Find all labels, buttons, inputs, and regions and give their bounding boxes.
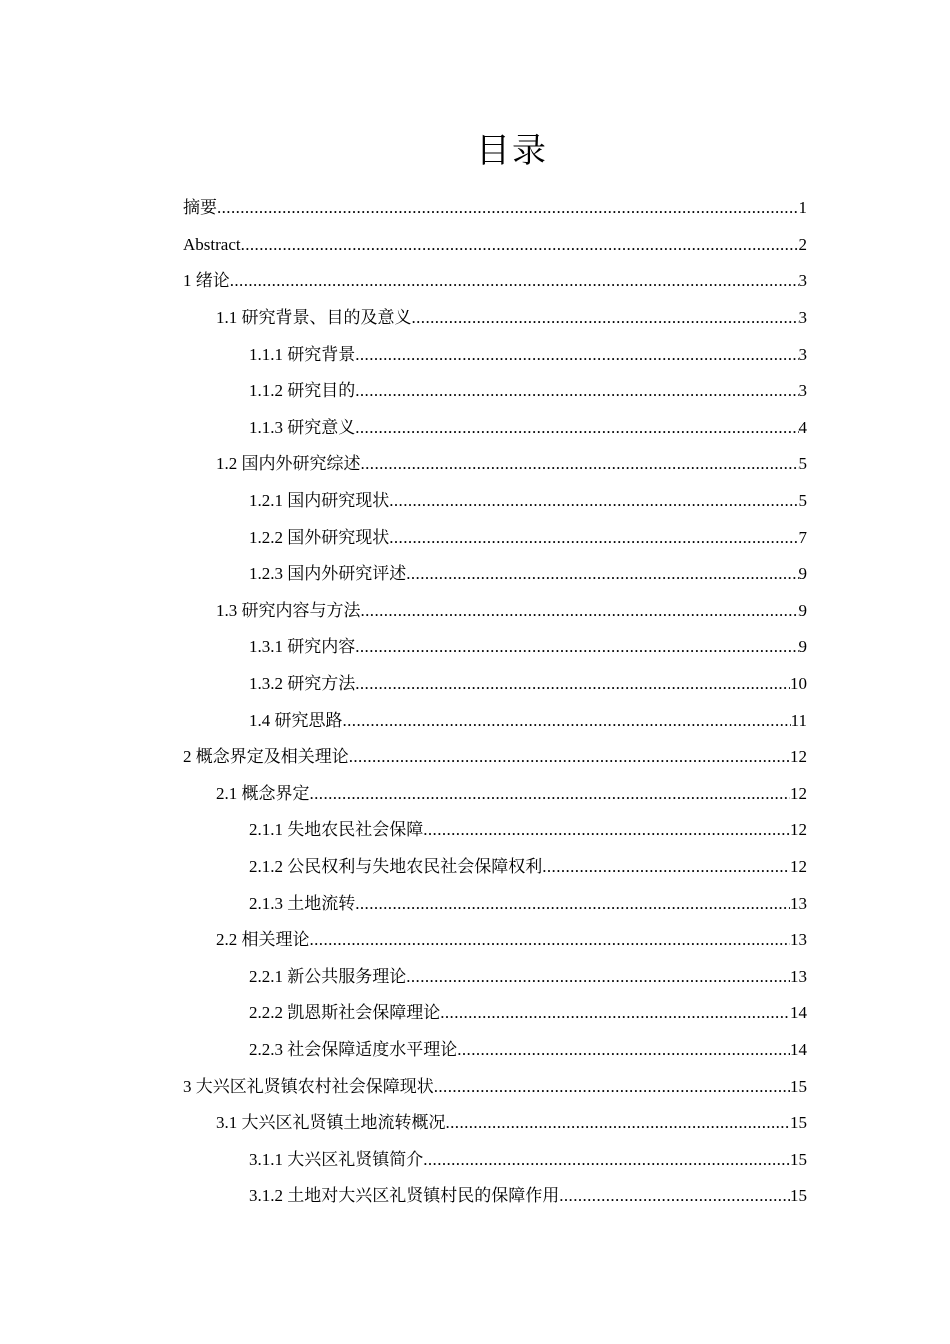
toc-entry-label: 2.1 概念界定: [216, 783, 310, 803]
toc-entry-line: [249, 636, 807, 658]
toc-entry[interactable]: [0, 556, 950, 593]
dot-leader: [542, 856, 790, 878]
toc-entry-line: [249, 527, 807, 549]
dot-leader: [559, 1185, 790, 1207]
toc-entry[interactable]: [0, 922, 950, 959]
dot-leader: [389, 527, 798, 549]
dot-leader: [241, 234, 799, 256]
toc-entry-page-number: 9: [798, 637, 807, 657]
toc-entry-line: [249, 710, 807, 732]
toc-entry-line: [183, 1076, 807, 1098]
toc-entry-page-number: 4: [798, 417, 807, 437]
dot-leader: [349, 746, 790, 768]
toc-entry-line: [249, 417, 807, 439]
toc-entry-line: [216, 307, 807, 329]
toc-entry-page-number: 3: [798, 271, 807, 291]
dot-leader: [355, 417, 798, 439]
toc-entry[interactable]: [0, 1032, 950, 1069]
toc-entry-line: [249, 1002, 807, 1024]
toc-entry-label: Abstract: [183, 234, 241, 254]
toc-entry-page-number: 2: [798, 234, 807, 254]
dot-leader: [355, 380, 798, 402]
toc-entry[interactable]: [0, 1068, 950, 1105]
toc-entry-line: [216, 600, 807, 622]
toc-entry[interactable]: [0, 812, 950, 849]
dot-leader: [457, 1039, 790, 1061]
toc-entry[interactable]: [0, 776, 950, 813]
toc-entry-page-number: 12: [790, 783, 807, 803]
toc-entry-label: 1.4 研究思路: [249, 710, 343, 730]
toc-entry-line: [249, 819, 807, 841]
toc-entry-label: 1.2.2 国外研究现状: [249, 527, 390, 547]
toc-entry-label: 1.1.3 研究意义: [249, 417, 356, 437]
toc-entry[interactable]: [0, 373, 950, 410]
toc-entry-page-number: 13: [790, 966, 807, 986]
toc-entry-label: 2.2 相关理论: [216, 930, 310, 950]
toc-entry-page-number: 15: [790, 1149, 807, 1169]
table-of-contents: [0, 190, 950, 1215]
toc-entry-label: 2.2.1 新公共服务理论: [249, 966, 407, 986]
dot-leader: [434, 1076, 790, 1098]
toc-entry-line: [183, 270, 807, 292]
toc-entry-label: 1.2.1 国内研究现状: [249, 491, 390, 511]
toc-entry-label: 3.1 大兴区礼贤镇土地流转概况: [216, 1113, 446, 1133]
dot-leader: [310, 929, 791, 951]
toc-entry-line: [249, 490, 807, 512]
toc-entry[interactable]: [0, 336, 950, 373]
toc-entry-label: 1 绪论: [183, 271, 230, 291]
toc-entry-line: [249, 966, 807, 988]
dot-leader: [406, 563, 798, 585]
toc-entry[interactable]: [0, 300, 950, 337]
toc-entry[interactable]: [0, 1141, 950, 1178]
dot-leader: [217, 197, 799, 219]
dot-leader: [423, 1149, 790, 1171]
toc-entry-page-number: 12: [790, 856, 807, 876]
toc-entry-page-number: 13: [790, 893, 807, 913]
toc-entry[interactable]: [0, 190, 950, 227]
toc-entry[interactable]: [0, 885, 950, 922]
toc-entry-label: 1.3.2 研究方法: [249, 674, 356, 694]
toc-entry-line: [249, 563, 807, 585]
toc-entry-page-number: 15: [790, 1113, 807, 1133]
toc-entry[interactable]: [0, 702, 950, 739]
dot-leader: [361, 453, 799, 475]
toc-entry[interactable]: [0, 666, 950, 703]
dot-leader: [230, 270, 799, 292]
dot-leader: [343, 710, 791, 732]
toc-entry-label: 1.1.1 研究背景: [249, 344, 356, 364]
toc-entry[interactable]: [0, 1105, 950, 1142]
toc-entry[interactable]: [0, 263, 950, 300]
toc-entry-label: 2 概念界定及相关理论: [183, 747, 349, 767]
toc-entry[interactable]: [0, 446, 950, 483]
toc-entry-page-number: 5: [798, 491, 807, 511]
toc-entry-label: 1.1.2 研究目的: [249, 381, 356, 401]
toc-entry-line: [216, 929, 807, 951]
toc-entry-label: 1.1 研究背景、目的及意义: [216, 308, 412, 328]
toc-entry-page-number: 13: [790, 930, 807, 950]
toc-entry-page-number: 7: [798, 527, 807, 547]
dot-leader: [355, 636, 798, 658]
toc-entry-line: [249, 1039, 807, 1061]
toc-entry-line: [216, 453, 807, 475]
toc-entry-line: [216, 783, 807, 805]
toc-entry-label: 1.3.1 研究内容: [249, 637, 356, 657]
toc-entry[interactable]: [0, 410, 950, 447]
toc-entry-line: [183, 746, 807, 768]
toc-entry-label: 1.2.3 国内外研究评述: [249, 564, 407, 584]
dot-leader: [412, 307, 799, 329]
toc-entry[interactable]: [0, 849, 950, 886]
toc-entry-line: [249, 380, 807, 402]
toc-entry-label: 摘要: [183, 198, 217, 218]
toc-entry-line: [249, 1185, 807, 1207]
dot-leader: [361, 600, 799, 622]
toc-entry-page-number: 15: [790, 1076, 807, 1096]
toc-entry[interactable]: [0, 519, 950, 556]
toc-entry-label: 2.1.2 公民权利与失地农民社会保障权利: [249, 856, 543, 876]
dot-leader: [355, 893, 790, 915]
toc-entry[interactable]: [0, 593, 950, 630]
dot-leader: [389, 490, 798, 512]
toc-entry[interactable]: [0, 1178, 950, 1215]
dot-leader: [355, 673, 790, 695]
toc-entry-line: [249, 344, 807, 366]
toc-entry-line: [216, 1112, 807, 1134]
toc-entry-page-number: 3: [798, 308, 807, 328]
dot-leader: [406, 966, 790, 988]
toc-entry-line: [183, 234, 807, 256]
toc-entry[interactable]: [0, 739, 950, 776]
toc-entry-label: 1.2 国内外研究综述: [216, 454, 361, 474]
toc-entry-page-number: 5: [798, 454, 807, 474]
toc-entry-page-number: 3: [798, 344, 807, 364]
toc-entry-label: 1.3 研究内容与方法: [216, 600, 361, 620]
toc-entry-page-number: 3: [798, 381, 807, 401]
toc-entry-label: 2.2.3 社会保障适度水平理论: [249, 1039, 458, 1059]
toc-entry-page-number: 9: [798, 600, 807, 620]
toc-entry-page-number: 10: [790, 674, 807, 694]
toc-entry-page-number: 1: [798, 198, 807, 218]
toc-entry-line: [249, 1149, 807, 1171]
toc-entry-line: [183, 197, 807, 219]
dot-leader: [423, 819, 790, 841]
toc-entry[interactable]: [0, 995, 950, 1032]
toc-entry[interactable]: [0, 227, 950, 264]
toc-entry-page-number: 15: [790, 1186, 807, 1206]
dot-leader: [446, 1112, 791, 1134]
page-title: 目录: [476, 133, 548, 170]
toc-entry-page-number: 11: [790, 710, 807, 730]
toc-entry-label: 2.1.3 土地流转: [249, 893, 356, 913]
toc-entry-page-number: 14: [790, 1039, 807, 1059]
toc-entry-page-number: 9: [798, 564, 807, 584]
toc-entry-page-number: 12: [790, 747, 807, 767]
toc-entry[interactable]: [0, 958, 950, 995]
dot-leader: [440, 1002, 790, 1024]
toc-entry-line: [249, 893, 807, 915]
toc-entry-page-number: 12: [790, 820, 807, 840]
toc-entry-page-number: 14: [790, 1003, 807, 1023]
dot-leader: [355, 344, 798, 366]
toc-entry-label: 3 大兴区礼贤镇农村社会保障现状: [183, 1076, 434, 1096]
toc-entry-label: 3.1.1 大兴区礼贤镇简介: [249, 1149, 424, 1169]
dot-leader: [310, 783, 791, 805]
toc-entry-line: [249, 673, 807, 695]
toc-entry[interactable]: [0, 483, 950, 520]
toc-entry-label: 3.1.2 土地对大兴区礼贤镇村民的保障作用: [249, 1186, 560, 1206]
toc-entry-line: [249, 856, 807, 878]
toc-entry[interactable]: [0, 629, 950, 666]
toc-entry-label: 2.2.2 凯恩斯社会保障理论: [249, 1003, 441, 1023]
toc-entry-label: 2.1.1 失地农民社会保障: [249, 820, 424, 840]
